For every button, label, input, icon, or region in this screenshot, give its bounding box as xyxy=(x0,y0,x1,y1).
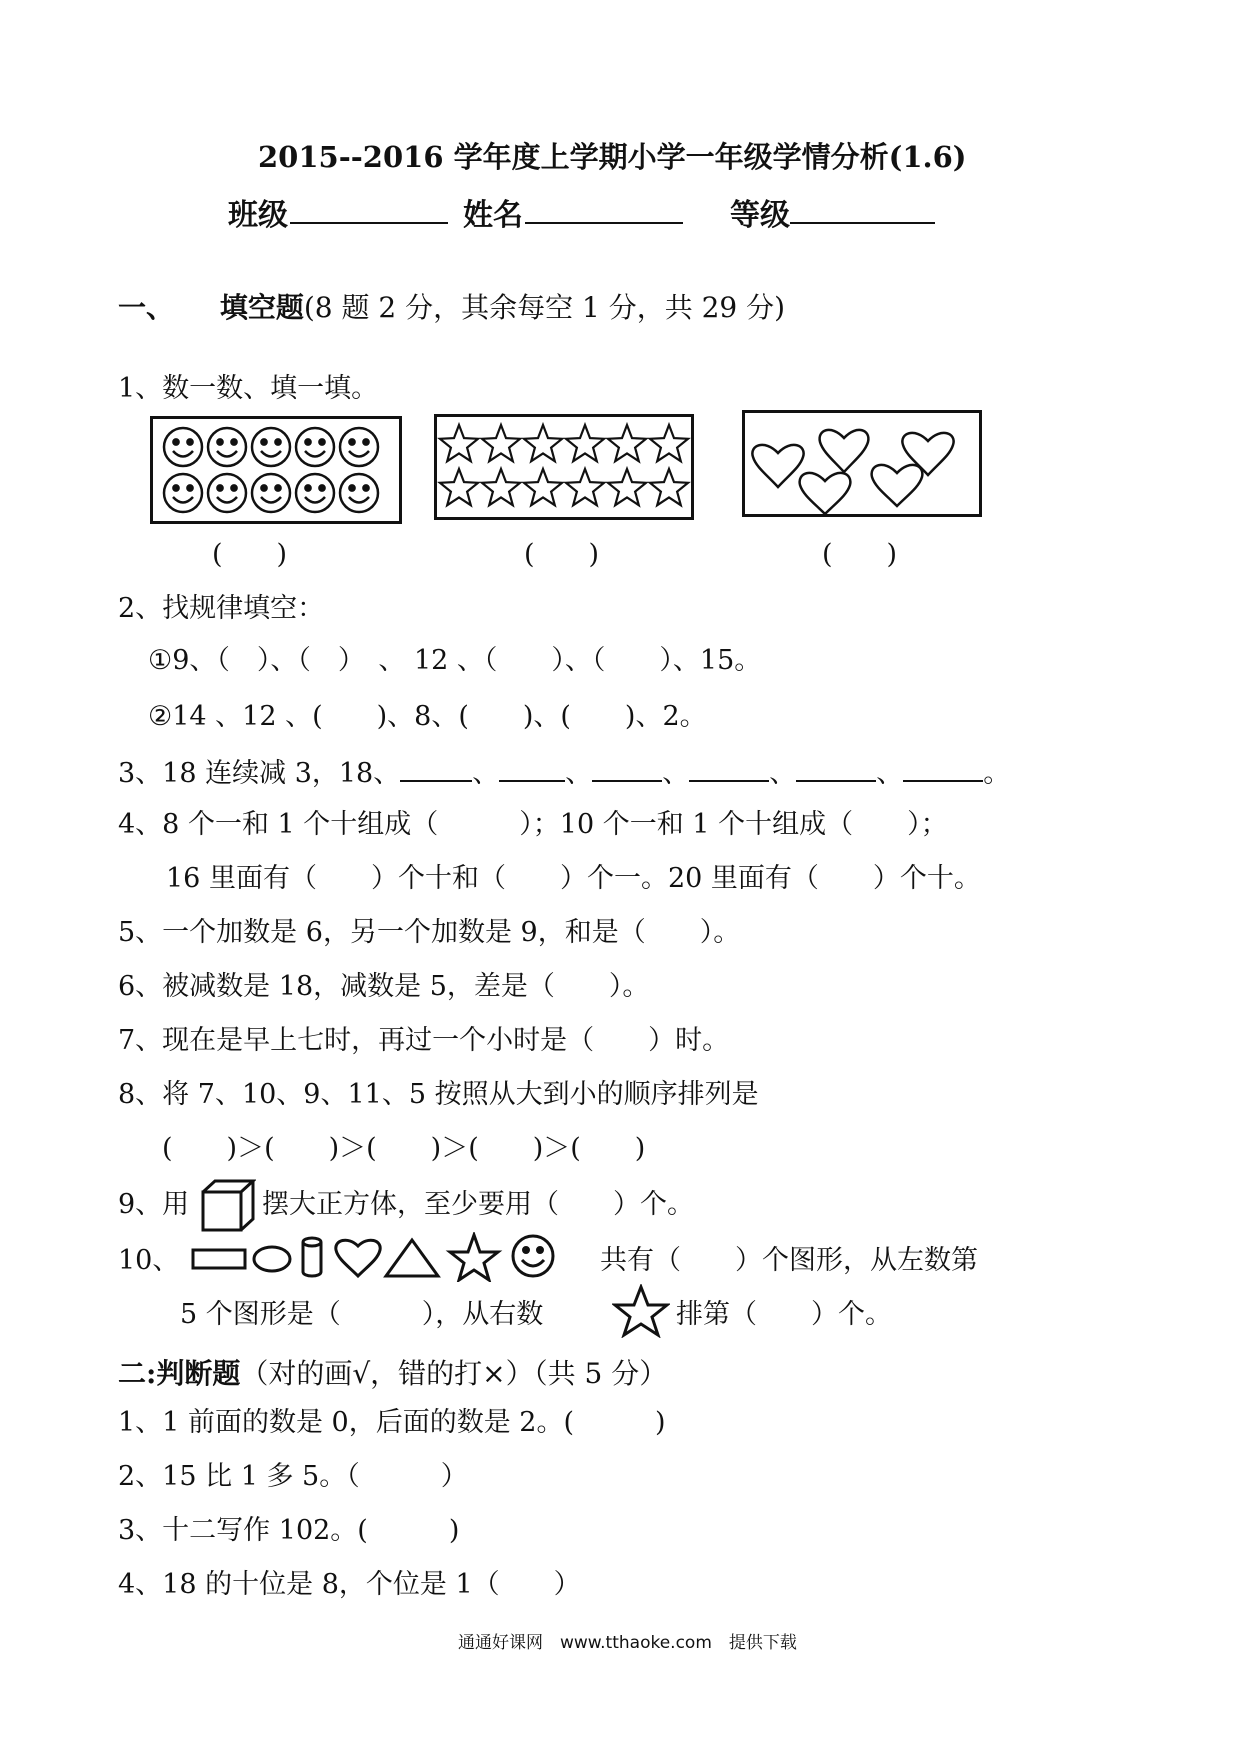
cylinder-icon xyxy=(303,1238,321,1276)
ellipse-icon xyxy=(254,1247,290,1271)
section1-number: 一、 xyxy=(118,291,175,324)
smiley-grid xyxy=(153,419,399,521)
rectangle-icon xyxy=(193,1250,245,1268)
star-icon xyxy=(650,469,688,505)
judge-item-3: 3、十二写作 102。( ) xyxy=(118,1515,460,1546)
q4b-text: 16 里面有（ ）个十和（ ）个一。20 里面有（ ）个十。 xyxy=(166,863,981,894)
heart-icon xyxy=(800,473,851,514)
q1-text: 1、数一数、填一填。 xyxy=(118,373,379,404)
q3-blank[interactable] xyxy=(796,754,876,782)
heart-group xyxy=(745,413,979,514)
q3-suffix: 。 xyxy=(983,758,1011,789)
judge-item-2: 2、15 比 1 多 5。（ ） xyxy=(118,1461,468,1492)
section1-title: 填空题 xyxy=(219,291,304,324)
q3-blank[interactable] xyxy=(499,754,565,782)
smiley-icon xyxy=(164,474,202,512)
heart-icon xyxy=(820,430,869,472)
star-icon xyxy=(650,425,688,461)
q10-prefix: 10、 xyxy=(118,1245,180,1276)
shape-row xyxy=(190,1232,560,1282)
name-label: 姓名 xyxy=(463,198,523,233)
star-icon xyxy=(612,1284,670,1338)
smiley-icon xyxy=(340,428,378,466)
q3-blank[interactable] xyxy=(903,754,983,782)
heart-icon xyxy=(902,433,953,475)
q3-blank[interactable] xyxy=(400,754,472,782)
q1-answer-1[interactable]: ( ) xyxy=(212,539,288,570)
q1-answer-3[interactable]: ( ) xyxy=(822,539,898,570)
smiley-icon xyxy=(208,474,246,512)
q7-text: 7、现在是早上七时，再过一个小时是（ ）时。 xyxy=(118,1025,730,1056)
q4a-text: 4、8 个一和 1 个十组成（ ）；10 个一和 1 个十组成（ ）； xyxy=(118,809,948,840)
smiley-icon xyxy=(252,428,290,466)
q10b-suffix: 排第（ ）个。 xyxy=(676,1299,892,1330)
grade-label: 等级 xyxy=(730,198,790,233)
smiley-icon xyxy=(208,428,246,466)
q5-text: 5、一个加数是 6，另一个加数是 9，和是（ ）。 xyxy=(118,917,741,948)
q8-order: ( )＞( )＞( )＞( )＞( ) xyxy=(162,1133,646,1164)
heart-icon xyxy=(336,1240,380,1276)
smiley-icon xyxy=(296,474,334,512)
q3-prefix: 3、18 连续减 3，18、 xyxy=(118,758,401,789)
judge-item-1: 1、1 前面的数是 0，后面的数是 2。( ) xyxy=(118,1407,666,1438)
star-icon xyxy=(566,425,604,461)
q2b-text: ②14 、12 、( )、8、( )、( )、2。 xyxy=(148,701,707,732)
cube-icon xyxy=(200,1178,256,1234)
star-icon xyxy=(524,425,562,461)
star-icon xyxy=(440,469,478,505)
q10-suffix: 共有（ ）个图形，从左数第 xyxy=(600,1245,978,1276)
page-title: 2015--2016 学年度上学期小学一年级学情分析(1.6) xyxy=(258,140,967,174)
star-grid xyxy=(437,417,691,517)
section1-heading xyxy=(118,286,785,326)
smiley-icon xyxy=(513,1236,553,1276)
section2-title: 二:判断题 xyxy=(118,1357,241,1390)
footer-credit: 通通好课网 www.tthaoke.com 提供下载 xyxy=(458,1633,797,1653)
heart-icon xyxy=(872,465,923,506)
smiley-icon xyxy=(252,474,290,512)
q9-prefix: 9、用 xyxy=(118,1189,190,1220)
heart-icon xyxy=(752,445,803,487)
q6-text: 6、被减数是 18，减数是 5，差是（ ）。 xyxy=(118,971,650,1002)
q9-suffix: 摆大正方体，至少要用（ ）个。 xyxy=(262,1189,694,1220)
star-icon xyxy=(482,469,520,505)
star-icon xyxy=(482,425,520,461)
star-icon xyxy=(440,425,478,461)
section1-note: (8 题 2 分，其余每空 1 分，共 29 分) xyxy=(303,291,786,324)
q3-blank[interactable] xyxy=(592,754,662,782)
smiley-icon xyxy=(340,474,378,512)
section2-heading xyxy=(118,1352,667,1392)
star-icon xyxy=(608,469,646,505)
star-icon xyxy=(608,425,646,461)
q10b-prefix: 5 个图形是（ ），从右数 xyxy=(180,1299,544,1330)
q1-answer-2[interactable]: ( ) xyxy=(524,539,600,570)
star-box xyxy=(434,414,694,520)
q3-blank[interactable] xyxy=(689,754,769,782)
name-blank[interactable] xyxy=(525,196,683,224)
star-icon xyxy=(450,1235,498,1280)
star-icon xyxy=(566,469,604,505)
judge-item-4: 4、18 的十位是 8，个位是 1（ ） xyxy=(118,1569,581,1600)
q3-line: 3、18 连续减 3，18、 、 、 、 、 、 。 xyxy=(118,754,1010,791)
section2-note: （对的画√，错的打×）（共 5 分） xyxy=(240,1357,668,1390)
class-label: 班级 xyxy=(228,198,288,233)
smiley-box xyxy=(150,416,402,524)
heart-box xyxy=(742,410,982,517)
class-blank[interactable] xyxy=(290,196,448,224)
smiley-icon xyxy=(296,428,334,466)
q2-text: 2、找规律填空： xyxy=(118,593,325,624)
q2a-text: ①9、（ ）、（ ） 、 12 、（ ）、（ ）、15。 xyxy=(148,645,762,676)
q8-text: 8、将 7、10、9、11、5 按照从大到小的顺序排列是 xyxy=(118,1079,759,1110)
smiley-icon xyxy=(164,428,202,466)
star-icon xyxy=(524,469,562,505)
grade-blank[interactable] xyxy=(790,196,935,224)
triangle-icon xyxy=(386,1240,438,1276)
